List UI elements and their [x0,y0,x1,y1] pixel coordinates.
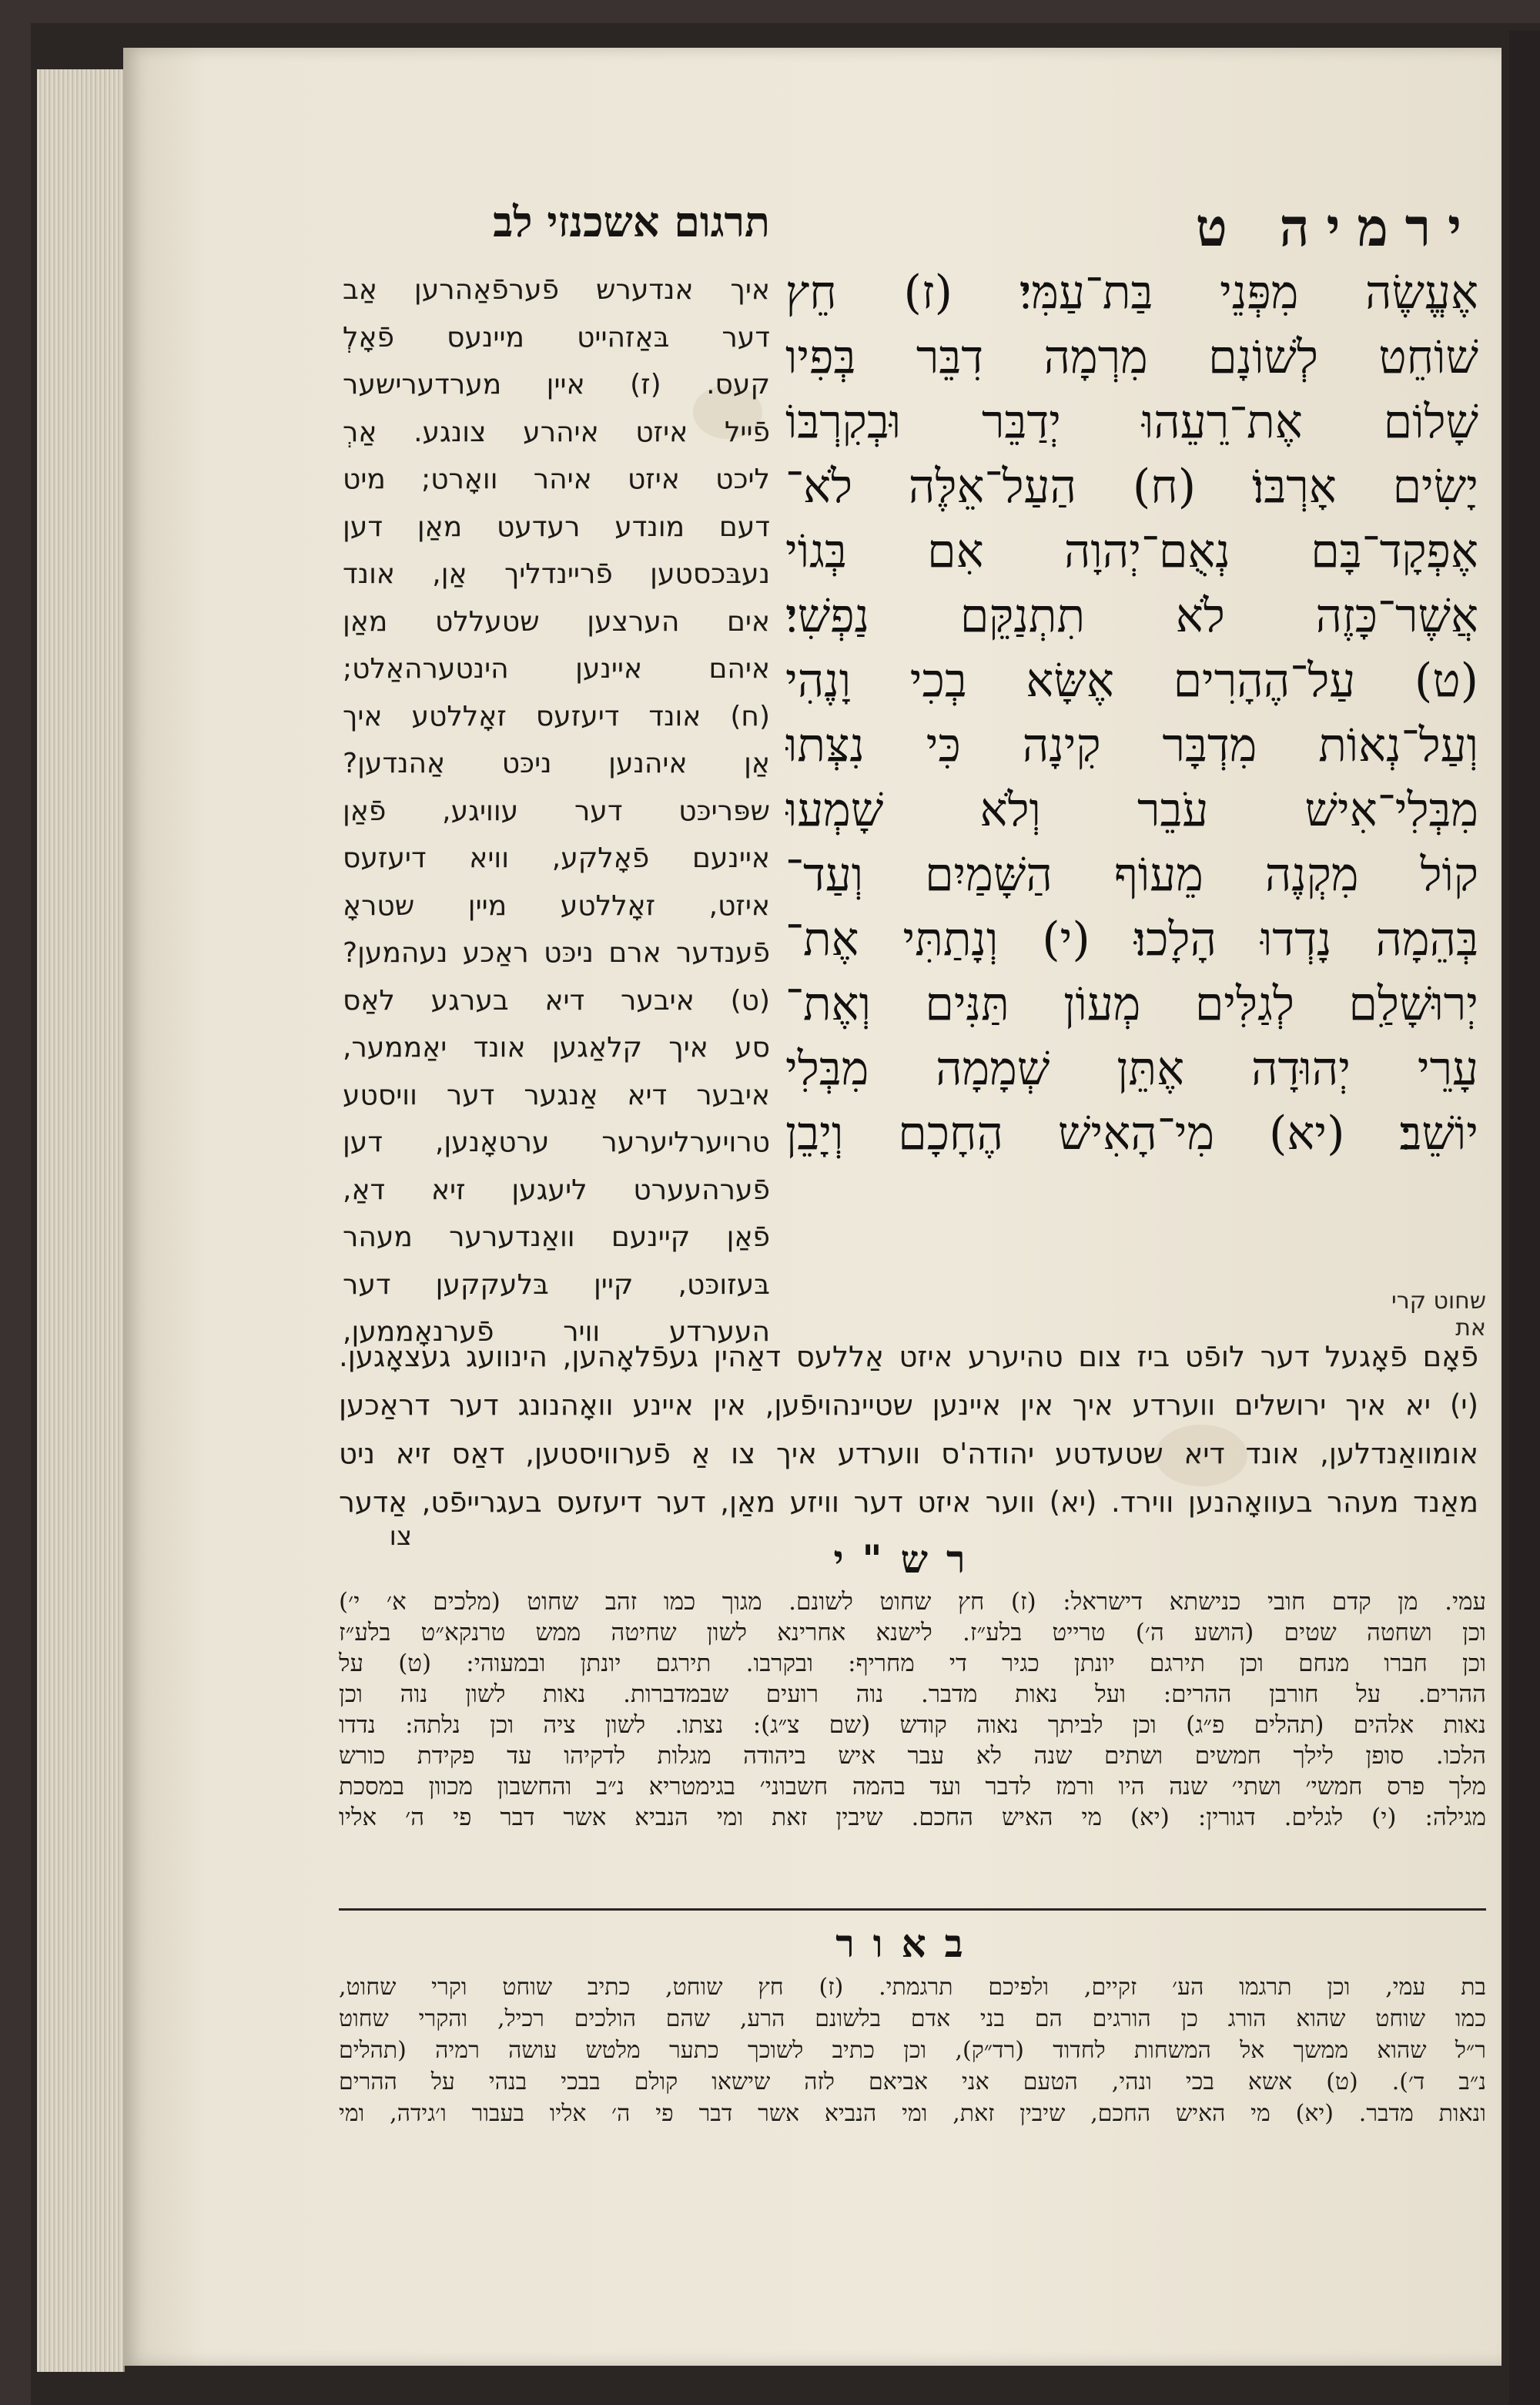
rashi-line: וכן חברו מנחם וכן תירגם יונתן כגיר די מחריף: ובקרבו. תירגם יונתן ובמעוהי: (ט) על [339,1650,1486,1677]
yiddish-line: שפּריכּט דער עוויגע, פֿאַן [343,795,770,827]
rashi-line: ההרים. על חורבן ההרים: ועל נאות מדבר. נוה רועים שבמדברות. נאות לשון נוה וכן [339,1680,1486,1708]
running-header-translation: תרגום אשכנזי לב [493,197,770,246]
yiddish-line: בּעזוכּט, קיין בּלעקקען דער [343,1268,770,1301]
yiddish-translation-column [343,266,770,1348]
hebrew-line: קוֹל מִקְנֶה מֵעוֹף הַשָּׁמַיִם וְעַד־ [785,848,1478,902]
yiddish-line: (ט) איבער דיא בערגע לאַס [343,984,770,1017]
ktiv-qere-label: שחוט קרי [1391,1288,1486,1315]
rashi-line: מגילה: (י) לגלים. דגורין: (יא) מי האיש החכם. שיבין זאת ומי הנביא אשר דבר פי ה׳ אליו [339,1804,1486,1831]
yiddish-line: (ח) אונד דיעזעס זאָללטע איך [343,700,770,732]
beur-commentary [339,1971,1486,2129]
hebrew-text-column [785,260,1478,1315]
beur-line: בת עמי, וכן תרגמו הע׳ זקיים, ולפיכם תרגמתי. (ז) חץ שוחט, כתיב שוחט וקרי שחוט, [339,1974,1486,2001]
yiddish-line: קעס. (ז) איין מערדערישער [343,369,770,400]
beur-line: ונאות מדבר. (יא) מי האיש החכם, שיבין זאת, ומי הנביא אשר דבר פי ה׳ אליו בעבור ו׳גידה, ומי [339,2100,1486,2127]
yiddish-continuation [339,1332,1478,1526]
hebrew-line: שׁוֹחֵט לְשׁוֹנָם מִרְמָה דִבֵּר בְּפִיו [785,330,1478,384]
hebrew-line: עָרֵי יְהוּדָה אֶתֵּן שְׁמָמָה מִבְּלִי [785,1042,1478,1096]
rashi-line: מלך פרס חמשי׳ ושתי׳ שנה היו ורמז לדבר ועד בהמה חשבוני׳ בגימטריא נ״ב והחשבון מכוון במסכת [339,1773,1486,1800]
rashi-line: וכן ושחטה שטים (הושע ה׳) טרייט בלע״ז. לישנא אחרינא לשון שחיטה ממש טרנקא״ט בלע״ז [339,1619,1486,1646]
yiddish-line: פֿערהעערט ליעגען זיא דאַ, [343,1174,770,1206]
hebrew-line: יָשִׂים אָרְבּוֹ׃ (ח) הַעַל־אֵלֶּה לֹא־ [785,460,1478,514]
catchword: צו [389,1521,412,1552]
hebrew-line: וְעַל־נְאוֹת מִדְבָּר קִינָה כִּי נִצְּתוּ [785,718,1478,772]
section-divider [339,1908,1486,1911]
running-header-book: ירמיה ט [1195,197,1478,259]
beur-title: באור [835,1921,982,1966]
yiddish-line: אַן איהנען ניכּט אַהנדען? [343,748,770,779]
yiddish-line: טרויערליערער ערטאָנען, דען [343,1127,770,1158]
yiddish-line: איזט, זאָללטע מיין שטראָ [343,889,770,922]
hebrew-line: אֶפְקָד־בָּם נְאֻם־יְהוָה אִם בְּגוֹי [785,524,1478,578]
yiddish-line: איך אנדערש פֿערפֿאַהרען אַב [343,274,770,306]
hebrew-line: יְרוּשָׁלַ͏ִם לְגַלִּים מְעוֹן תַּנִּים וְאֶת־ [785,977,1478,1031]
rashi-line: נאות אלהים (תהלים פ״ג) וכן לביתך נאוה קודש (שם צ״ג): נצתו. לשון ציה וכן נלתה: נדדו [339,1711,1486,1739]
hebrew-line: יוֹשֵׁב׃ (יא) מִי־הָאִישׁ הֶחָכָם וְיָבֵן [785,1107,1478,1161]
yiddish-line: דעם מונדע רעדעט מאַן דען [343,511,770,543]
hebrew-line: אֶעֱשֶׂה מִפְּנֵי בַּת־עַמִּי׃ (ז) חֵץ [785,266,1478,320]
rashi-commentary [339,1586,1486,1833]
yiddish-continuation-line: פֿאָם פֿאָגעל דער לופֿט ביז צום טהיערע איזט אַללעס דאַהין געפֿלאָהען, הינוועג געצאָגען. [339,1340,1478,1373]
hebrew-line: (ט) עַל־הֶהָרִים אֶשָּׂא בְכִי וָנֶהִי [785,654,1478,708]
yiddish-line: אים הערצען שטעללט מאַן [343,605,770,638]
binding-shadow [1509,31,1540,2405]
hebrew-line: אֲשֶׁר־כָּזֶה לֹא תִתְנַקֵּם נַפְשִׁי׃ [785,589,1478,643]
hebrew-line: שָׁלוֹם אֶת־רֵעֵהוּ יְדַבֵּר וּבְקִרְבּוֹ [785,395,1478,449]
yiddish-continuation-line: אומוואַנדלען, אונד דיא שטעדטע יהודה'ס ווערדע איך צו אַ פֿערוויסטען, דאַס זיא ניט [339,1437,1478,1470]
rashi-title: רש"י [833,1536,984,1582]
yiddish-continuation-line: מאַנד מעהר בעוואָהנען ווירד. (יא) ווער איזט דער וויזע מאַן, דער דיעזעס בעגרייפֿט, אַדער [339,1486,1478,1519]
hebrew-line: בְּהֵמָה נָדְדוּ הָלָכוּ׃ (י) וְנָתַתִּי אֶת־ [785,913,1478,966]
yiddish-line: נעבּכסטען פֿריינדליך אַן, אונד [343,558,770,590]
rashi-line: הלכו. סופן לילך חמשים ושתים שנה לא עבר איש ביהודה מגלות לדקיהו עד פקידת כורש [339,1742,1486,1770]
yiddish-line: פֿאַן קיינעם וואַנדערער מעהר [343,1221,770,1253]
qere-at-label: את [1455,1315,1486,1342]
yiddish-line: איהם איינען הינטערהאַלט; [343,653,770,685]
yiddish-continuation-line: (י) יא איך ירושלים ווערדע איך אין איינען שטיינהויפֿען, אין איינע וואָהנונג דער דראַכען [339,1388,1478,1422]
yiddish-line: דער בּאַזהייט מיינעס פֿאָלְ [343,321,770,353]
yiddish-line: העערדע וויר פֿערנאָממען, [343,1316,770,1348]
yiddish-line: סע איך קלאַגען אונד יאַממער, [343,1032,770,1063]
beur-line: כמו שוחט שהוא הורג כן הורגים הם בני אדם בלשונם הרע, שהם הולכים רכיל, והקרי שחוט [339,2005,1486,2032]
hebrew-line: מִבְּלִי־אִישׁ עֹבֵר וְלֹא שָׁמְעוּ [785,783,1478,837]
yiddish-line: ליכט איזט איהר וואָרט; מיט [343,464,770,495]
rashi-line: עמי. מן קדם חובי כנישתא דישראל: (ז) חץ שחוט לשונם. מגוך כמו זהב שחוט (מלכים א׳ י׳) [339,1588,1486,1616]
yiddish-line: איינעם פֿאָלקע, וויא דיעזעס [343,842,770,874]
beur-line: נ״ב ד׳). (ט) אשא בכי ונהי, הטעם אני אביאם לזה שישאו קולם בבכי בנהי על ההרים [339,2068,1486,2095]
yiddish-line: פֿייל איזט איהרע צונגע. אַרְ [343,416,770,448]
page-edges [37,69,125,2372]
yiddish-line: איבער דיא אַנגער דער וויסטע [343,1079,770,1111]
beur-line: ר״ל שהוא ממשך אל המשחות לחדוד (רד״ק), וכן כתיב לשוכך כתער מלטש עושה רמיה (תהלים [339,2037,1486,2064]
yiddish-line: פֿענדער ארם ניכּט ראַכע נעהמען? [343,937,770,969]
